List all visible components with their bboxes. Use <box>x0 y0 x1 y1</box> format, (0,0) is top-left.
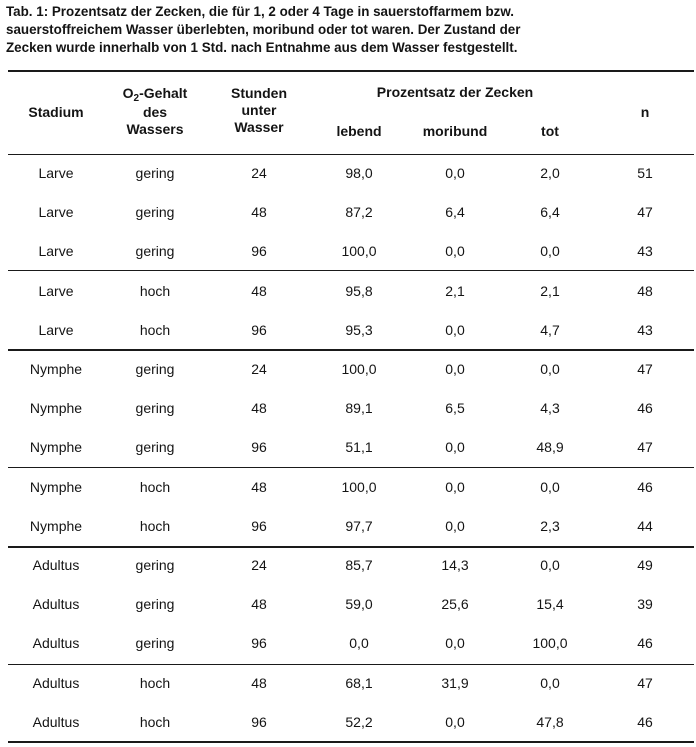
cell-n: 39 <box>637 596 653 613</box>
cell-o2: gering <box>135 635 175 652</box>
cell-hours: 48 <box>251 596 267 613</box>
cell-moribund: 0,0 <box>445 243 465 260</box>
cell-n: 44 <box>637 517 653 534</box>
cell-hours: 48 <box>251 674 267 691</box>
cell-dead: 2,0 <box>540 165 560 181</box>
cell-moribund: 0,0 <box>445 635 465 652</box>
cell-n: 47 <box>637 674 653 691</box>
header-o2-line3: Wassers <box>126 121 184 137</box>
cell-stadium: Larve <box>38 243 74 260</box>
header-stadium: Stadium <box>28 104 84 120</box>
cell-alive: 98,0 <box>345 165 373 181</box>
cell-hours: 96 <box>251 439 267 456</box>
cell-hours: 96 <box>251 635 267 652</box>
cell-hours: 48 <box>251 400 267 417</box>
header-hours <box>231 85 287 136</box>
cell-alive: 100,0 <box>341 243 377 260</box>
cell-stadium: Nymphe <box>29 361 83 377</box>
cell-stadium: Adultus <box>32 596 80 613</box>
cell-alive: 87,2 <box>345 204 373 221</box>
cell-dead: 15,4 <box>536 596 564 613</box>
header-percent-group: Prozentsatz der Zecken <box>376 84 534 100</box>
cell-n: 49 <box>637 557 653 573</box>
cell-stadium: Nymphe <box>29 478 83 495</box>
cell-hours: 48 <box>251 204 267 221</box>
cell-alive: 52,2 <box>345 713 373 730</box>
cell-dead: 0,0 <box>540 557 560 573</box>
cell-moribund: 6,5 <box>445 400 465 417</box>
cell-dead: 0,0 <box>540 243 560 260</box>
cell-alive: 95,8 <box>345 282 373 299</box>
cell-alive: 0,0 <box>349 635 369 652</box>
cell-o2: gering <box>135 361 175 377</box>
group-separator-rule <box>8 664 694 665</box>
cell-dead: 0,0 <box>540 674 560 691</box>
cell-alive: 95,3 <box>345 321 373 338</box>
cell-dead: 4,7 <box>540 321 560 338</box>
cell-n: 46 <box>637 635 653 652</box>
cell-hours: 96 <box>251 713 267 730</box>
cell-dead: 0,0 <box>540 478 560 495</box>
cell-moribund: 0,0 <box>445 517 465 534</box>
cell-o2: gering <box>135 243 175 260</box>
cell-moribund: 0,0 <box>445 321 465 338</box>
header-moribund: moribund <box>422 123 488 139</box>
cell-moribund: 0,0 <box>445 478 465 495</box>
cell-hours: 24 <box>251 165 267 181</box>
cell-dead: 47,8 <box>536 713 564 730</box>
cell-hours: 48 <box>251 282 267 299</box>
header-hours-line3: Wasser <box>234 119 284 135</box>
cell-dead: 48,9 <box>536 439 564 456</box>
cell-o2: gering <box>135 596 175 613</box>
cell-o2: hoch <box>139 713 171 730</box>
cell-n: 46 <box>637 400 653 417</box>
header-rule <box>8 154 694 155</box>
caption-line: sauerstoffreichem Wasser überlebten, moribund oder tot waren. Der Zustand der <box>6 22 521 37</box>
group-separator-rule <box>8 467 694 468</box>
cell-n: 46 <box>637 713 653 730</box>
cell-alive: 100,0 <box>341 361 377 377</box>
cell-moribund: 25,6 <box>441 596 469 613</box>
header-o2-subscript: 2 <box>133 93 140 104</box>
cell-n: 47 <box>637 439 653 456</box>
cell-n: 43 <box>637 321 653 338</box>
header-hours-line2: unter <box>241 102 277 118</box>
cell-n: 51 <box>637 165 653 181</box>
group-separator-rule <box>8 741 694 743</box>
cell-moribund: 0,0 <box>445 439 465 456</box>
cell-hours: 48 <box>251 478 267 495</box>
cell-alive: 59,0 <box>345 596 373 613</box>
caption-line: Tab. 1: Prozentsatz der Zecken, die für 1, 2 oder 4 Tage in sauerstoffarmem bzw. <box>6 4 514 19</box>
group-separator-rule <box>8 270 694 271</box>
header-o2-line2: des <box>142 104 168 120</box>
cell-n: 46 <box>637 478 653 495</box>
table-caption <box>6 3 690 57</box>
cell-o2: hoch <box>139 517 171 534</box>
table-top-rule <box>8 70 694 72</box>
cell-o2: hoch <box>139 282 171 299</box>
cell-stadium: Adultus <box>32 557 80 573</box>
group-separator-rule <box>8 546 694 548</box>
cell-stadium: Larve <box>38 321 74 338</box>
cell-dead: 0,0 <box>540 361 560 377</box>
cell-stadium: Nymphe <box>29 400 83 417</box>
cell-o2: hoch <box>139 674 171 691</box>
cell-stadium: Nymphe <box>29 517 83 534</box>
cell-stadium: Larve <box>38 204 74 221</box>
cell-alive: 68,1 <box>345 674 373 691</box>
cell-n: 43 <box>637 243 653 260</box>
cell-moribund: 31,9 <box>441 674 469 691</box>
cell-n: 47 <box>637 204 653 221</box>
cell-stadium: Larve <box>38 165 74 181</box>
header-hours-line1: Stunden <box>231 85 287 101</box>
cell-stadium: Nymphe <box>29 439 83 456</box>
cell-hours: 24 <box>251 557 267 573</box>
cell-stadium: Adultus <box>32 674 80 691</box>
cell-o2: hoch <box>139 321 171 338</box>
cell-stadium: Adultus <box>32 713 80 730</box>
cell-moribund: 2,1 <box>445 282 465 299</box>
caption-line: Zecken wurde innerhalb von 1 Std. nach Entnahme aus dem Wasser festgestellt. <box>6 40 518 55</box>
cell-dead: 6,4 <box>540 204 560 221</box>
cell-hours: 24 <box>251 361 267 377</box>
cell-hours: 96 <box>251 517 267 534</box>
header-dead: tot <box>541 123 559 139</box>
cell-alive: 85,7 <box>345 557 373 573</box>
cell-dead: 2,1 <box>540 282 560 299</box>
cell-moribund: 0,0 <box>445 165 465 181</box>
cell-alive: 51,1 <box>345 439 373 456</box>
cell-o2: gering <box>135 400 175 417</box>
cell-stadium: Adultus <box>32 635 80 652</box>
cell-o2: gering <box>135 204 175 221</box>
cell-o2: hoch <box>139 478 171 495</box>
cell-stadium: Larve <box>38 282 74 299</box>
group-separator-rule <box>8 349 694 351</box>
cell-hours: 96 <box>251 243 267 260</box>
cell-dead: 100,0 <box>532 635 568 652</box>
cell-dead: 2,3 <box>540 517 560 534</box>
cell-o2: gering <box>135 165 175 181</box>
cell-o2: gering <box>135 557 175 573</box>
cell-alive: 100,0 <box>341 478 377 495</box>
cell-alive: 89,1 <box>345 400 373 417</box>
header-alive: lebend <box>336 123 382 139</box>
cell-moribund: 0,0 <box>445 713 465 730</box>
header-o2-prefix: O <box>122 85 134 101</box>
cell-moribund: 14,3 <box>441 557 469 573</box>
cell-moribund: 0,0 <box>445 361 465 377</box>
header-o2-suffix: -Gehalt <box>139 85 188 101</box>
header-n: n <box>640 104 650 120</box>
header-o2 <box>123 85 188 138</box>
cell-dead: 4,3 <box>540 400 560 417</box>
cell-n: 47 <box>637 361 653 377</box>
cell-n: 48 <box>637 282 653 299</box>
cell-moribund: 6,4 <box>445 204 465 221</box>
cell-o2: gering <box>135 439 175 456</box>
cell-alive: 97,7 <box>345 517 373 534</box>
cell-hours: 96 <box>251 321 267 338</box>
